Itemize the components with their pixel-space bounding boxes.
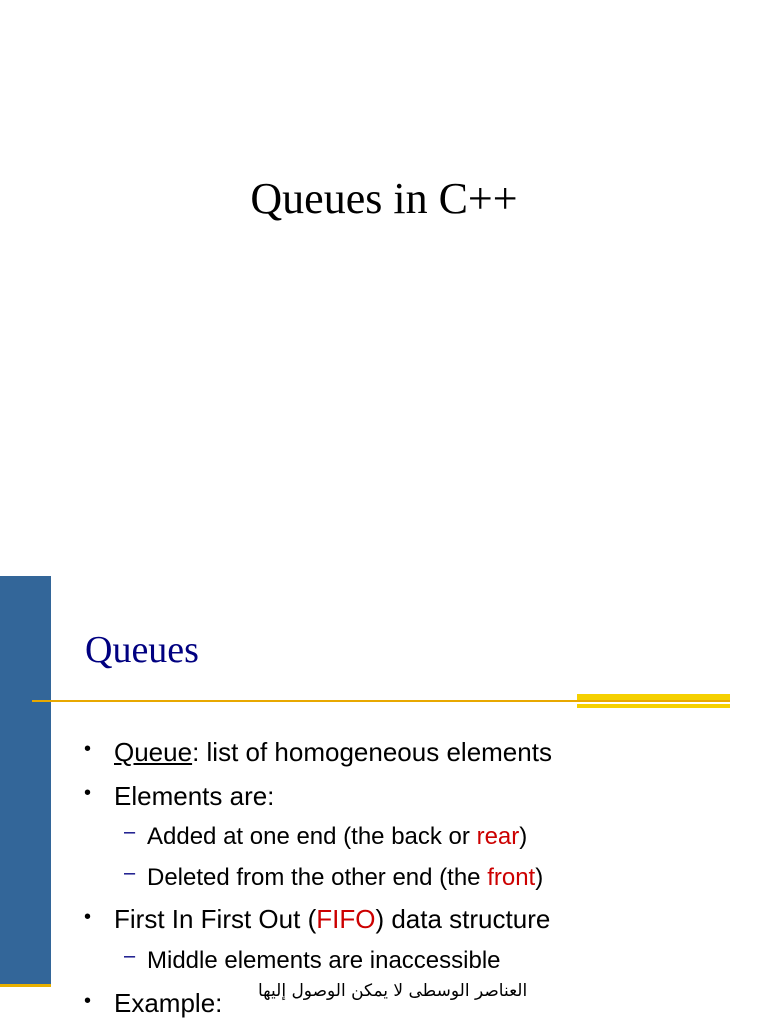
arabic-note: العناصر الوسطى لا يمكن الوصول إليها [258, 981, 528, 1001]
text-pre: Deleted from the other end (the [147, 864, 488, 891]
bullet-dot: • [84, 906, 92, 928]
bullet-dot: • [84, 782, 92, 804]
bullet-queue-definition [114, 736, 552, 768]
sub-bullet-dash: – [124, 821, 136, 843]
title-rule-accent [577, 694, 730, 700]
highlight-fifo: FIFO [316, 904, 376, 934]
text-pre: First In First Out ( [114, 904, 317, 934]
sub-bullet-deleted [147, 863, 543, 893]
bullet-elements-are: Elements are: [114, 781, 275, 811]
text-pre: Added at one end (the back or [147, 823, 477, 850]
definition-text: : list of homogeneous elements [192, 737, 552, 767]
text-post: ) data structure [375, 904, 551, 934]
sub-bullet-dash: – [124, 945, 136, 967]
slide-title: Queues in C++ [250, 174, 518, 223]
bullet-example: Example: [114, 988, 223, 1018]
sidebar-accent-line [0, 984, 51, 987]
highlight-front: front [487, 864, 536, 891]
sub-bullet-middle: Middle elements are inaccessible [147, 947, 501, 974]
bullet-dot: • [84, 738, 92, 760]
sub-bullet-dash: – [124, 862, 136, 884]
text-post: ) [535, 864, 544, 891]
text-post: ) [519, 823, 528, 850]
content-title: Queues [85, 629, 199, 671]
content-slide [0, 576, 768, 1024]
title-rule-accent-lower [577, 704, 730, 708]
sub-bullet-added [147, 822, 527, 852]
title-rule [32, 700, 730, 702]
bullet-fifo [114, 903, 550, 935]
term-queue: Queue [114, 737, 193, 767]
highlight-rear: rear [476, 823, 520, 850]
bullet-dot: • [84, 990, 92, 1012]
sidebar-band [0, 576, 51, 986]
